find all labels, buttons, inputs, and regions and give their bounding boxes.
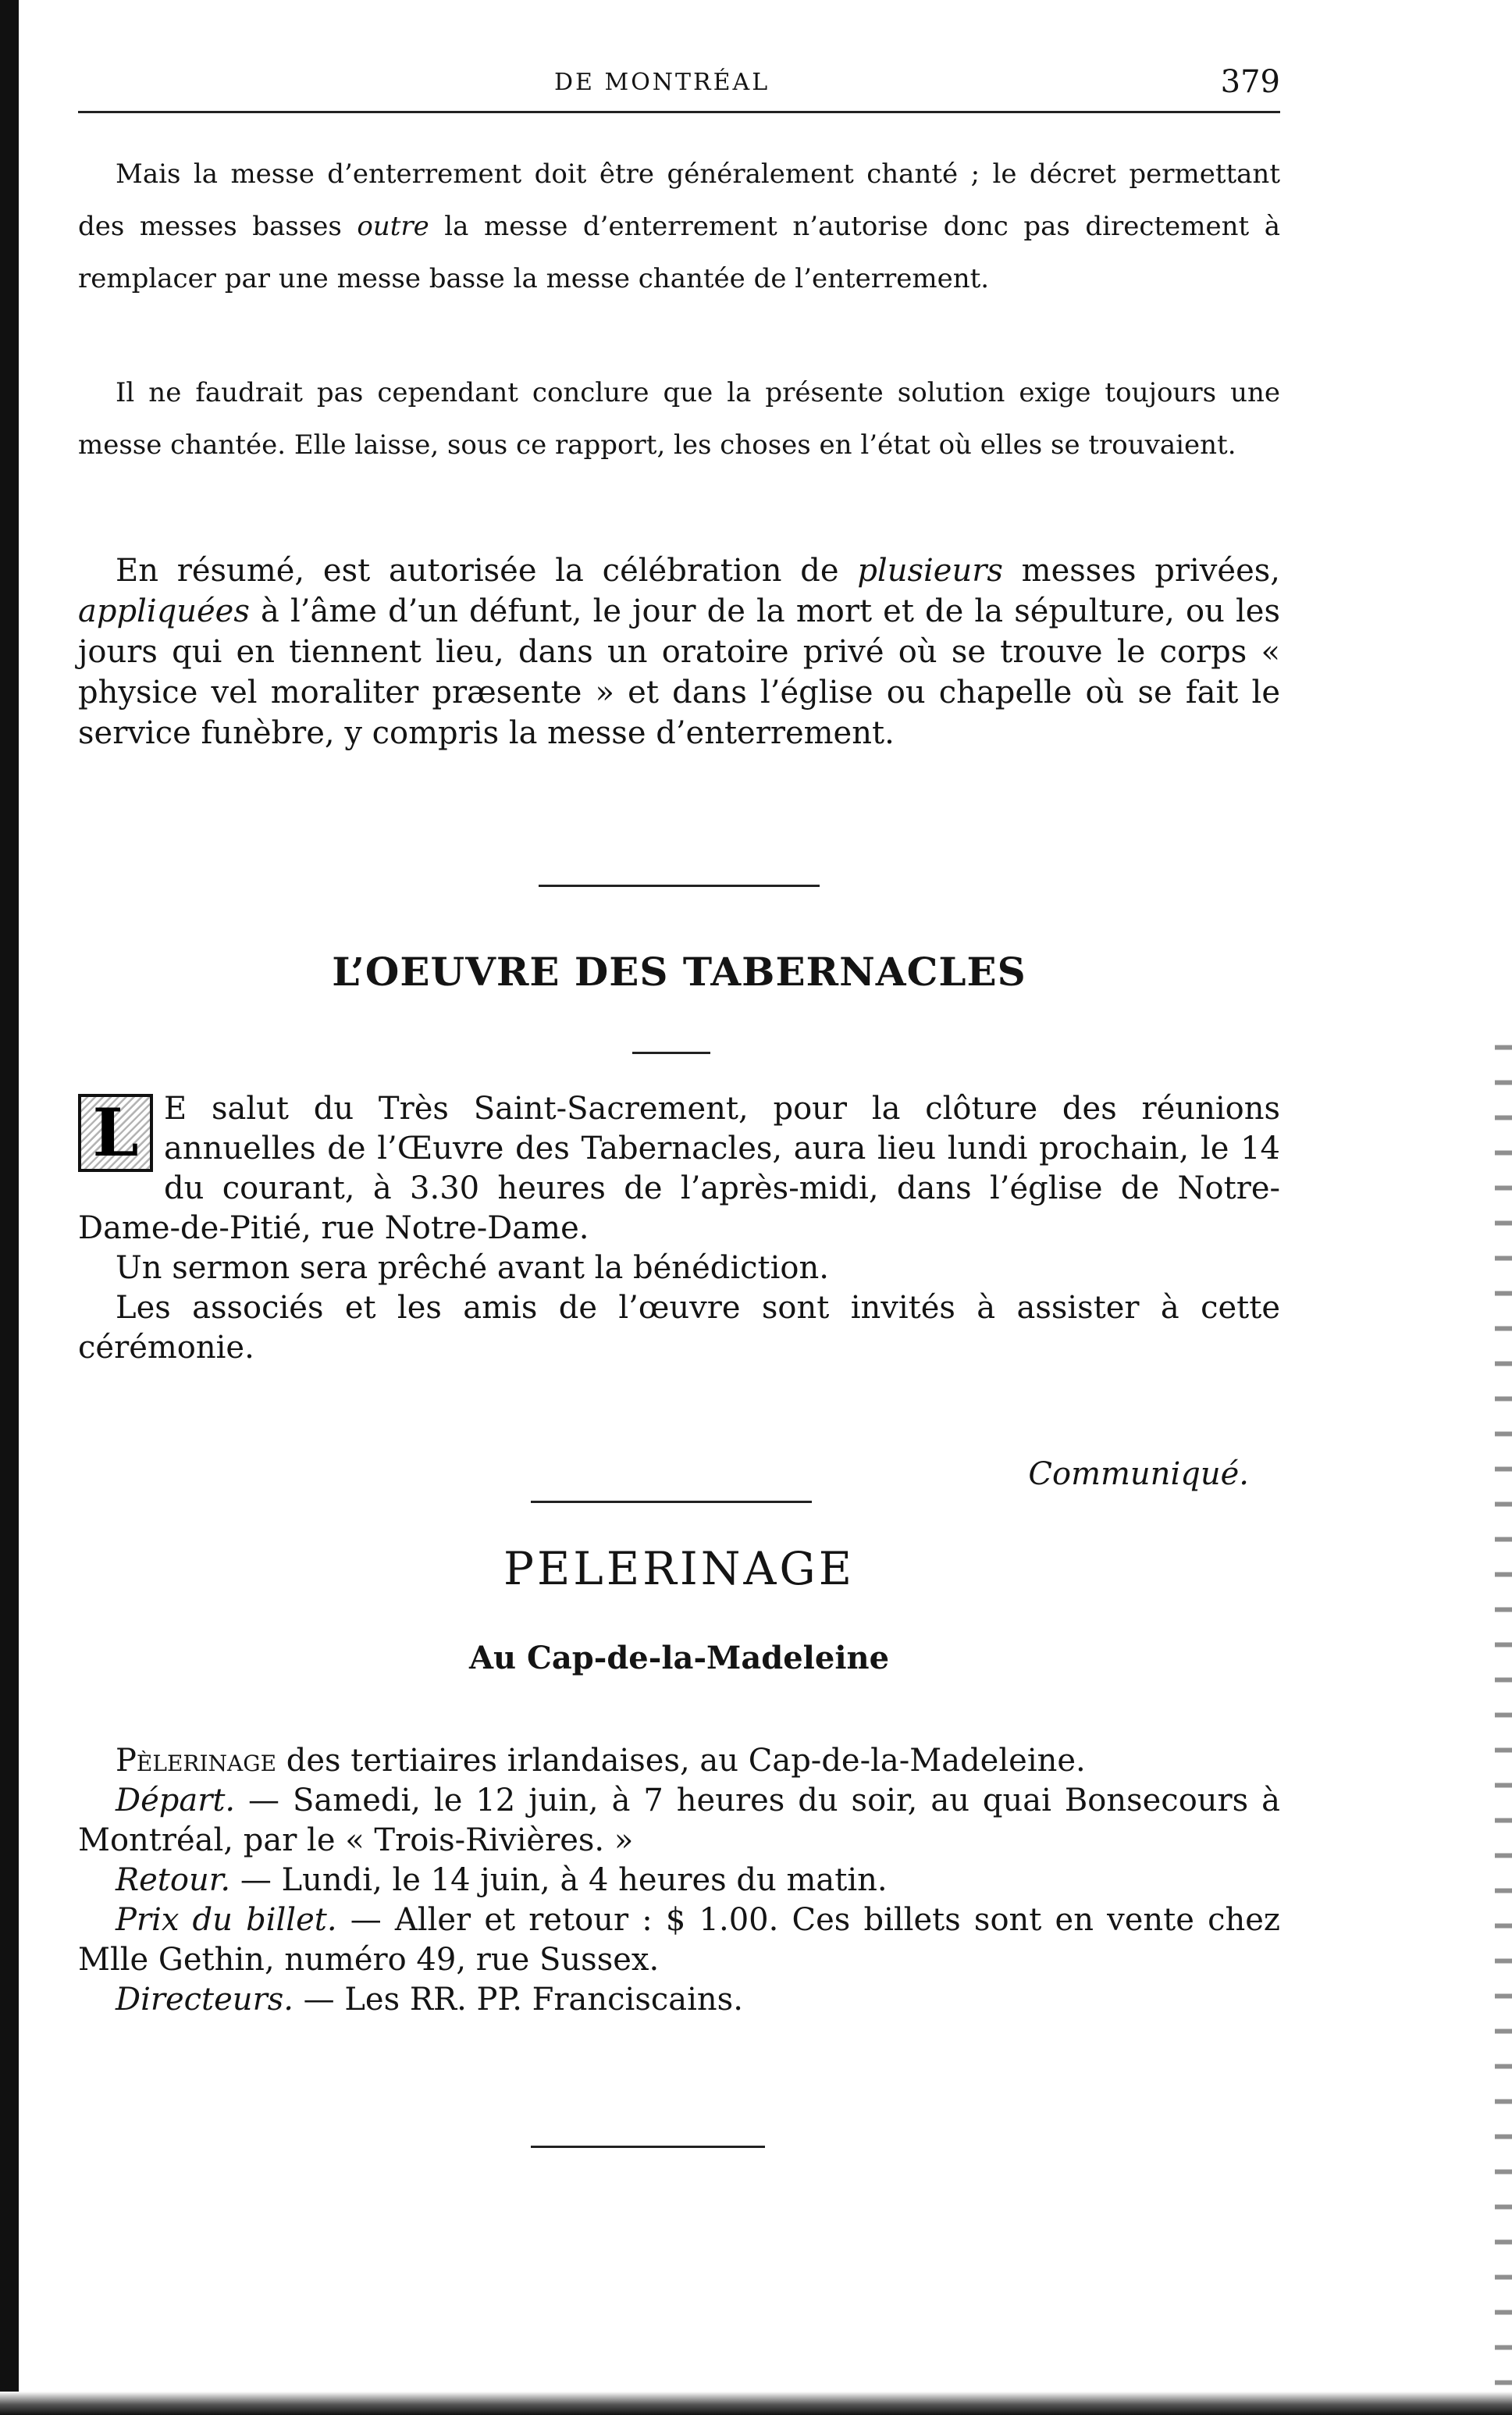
pelerinage-details: [78, 1741, 1280, 2020]
heading-tabernacles: L’OEUVRE DES TABERNACLES: [332, 949, 1026, 995]
header-title: DE MONTRÉAL: [554, 69, 770, 96]
subheading-cap-madeleine: Au Cap-de-la-Madeleine: [468, 1640, 890, 1676]
tabernacles-announcement: [78, 1089, 1280, 1368]
page: [78, 0, 1280, 2415]
detail-prix: Prix du billet. — Aller et retour : $ 1.00. Ces billets sont en vente chez Mlle Gethin, numéro 49, rue Sussex.: [78, 1902, 1281, 1978]
dropcap-letter: L: [81, 1097, 150, 1169]
paragraph-messe-chantee: Mais la messe d’enterrement doit être généralement chanté ; le décret permettant des messes basses outre la messe d’enterrement n’autorise donc pas directement à remplacer par une messe basse la messe chantée de l’enterrement.: [78, 159, 1280, 294]
dropcap-ornament: [78, 1094, 153, 1172]
paragraph-resume: En résumé, est autorisée la célébration de plusieurs messes privées, appliquées à l’âme d’un défunt, le jour de la mort et de la sépulture, ou les jours qui en tiennent lieu, dans un oratoire privé où se trouve le corps « physice vel moraliter præsente » et dans l’église ou chapelle où se fait le service funèbre, y compris la messe d’enterrement.: [78, 553, 1280, 751]
paragraph-conclusion: Il ne faudrait pas cependant conclure que la présente solution exige toujours une messe chantée. Elle laisse, sous ce rapport, les choses en l’état où elles se trouvaient.: [78, 377, 1280, 461]
detail-retour: Retour. — Lundi, le 14 juin, à 4 heures du matin.: [116, 1862, 888, 1898]
heading-pelerinage: PELERINAGE: [503, 1542, 856, 1595]
page-edge-shadow: [1495, 1015, 1512, 2415]
section-divider: [539, 885, 820, 887]
detail-directeurs: Directeurs. — Les RR. PP. Franciscains.: [116, 1982, 743, 2018]
binding-edge: [0, 0, 19, 2415]
paragraph-invitation: Les associés et les amis de l’œuvre sont invités à assister à cette cérémonie.: [78, 1290, 1280, 1366]
paragraph-salut: E salut du Très Saint-Sacrement, pour la clôture des réunions annuelles de l’Œuvre des Tabernacles, aura lieu lundi prochain, le 14 du courant, à 3.30 heures de l’après-midi, dans l’église de Notre-Dame-de-Pitié, rue Notre-Dame.: [78, 1091, 1280, 1246]
detail-depart: Départ. — Samedi, le 12 juin, à 7 heures du soir, au quai Bonsecours à Montréal, par le « Trois-Rivières. »: [78, 1783, 1280, 1858]
page-number: 379: [1220, 64, 1280, 100]
signature-communique: Communiqué.: [1028, 1456, 1249, 1492]
detail-intro: Pèlerinage des tertiaires irlandaises, au Cap-de-la-Madeleine.: [116, 1743, 1086, 1779]
paragraph-sermon: Un sermon sera prêché avant la bénédiction.: [116, 1250, 829, 1286]
closing-rule: [531, 2146, 765, 2148]
section-divider: [531, 1501, 812, 1503]
running-header: [78, 64, 1280, 111]
heading-underline: [632, 1052, 710, 1054]
header-rule: [78, 111, 1280, 113]
